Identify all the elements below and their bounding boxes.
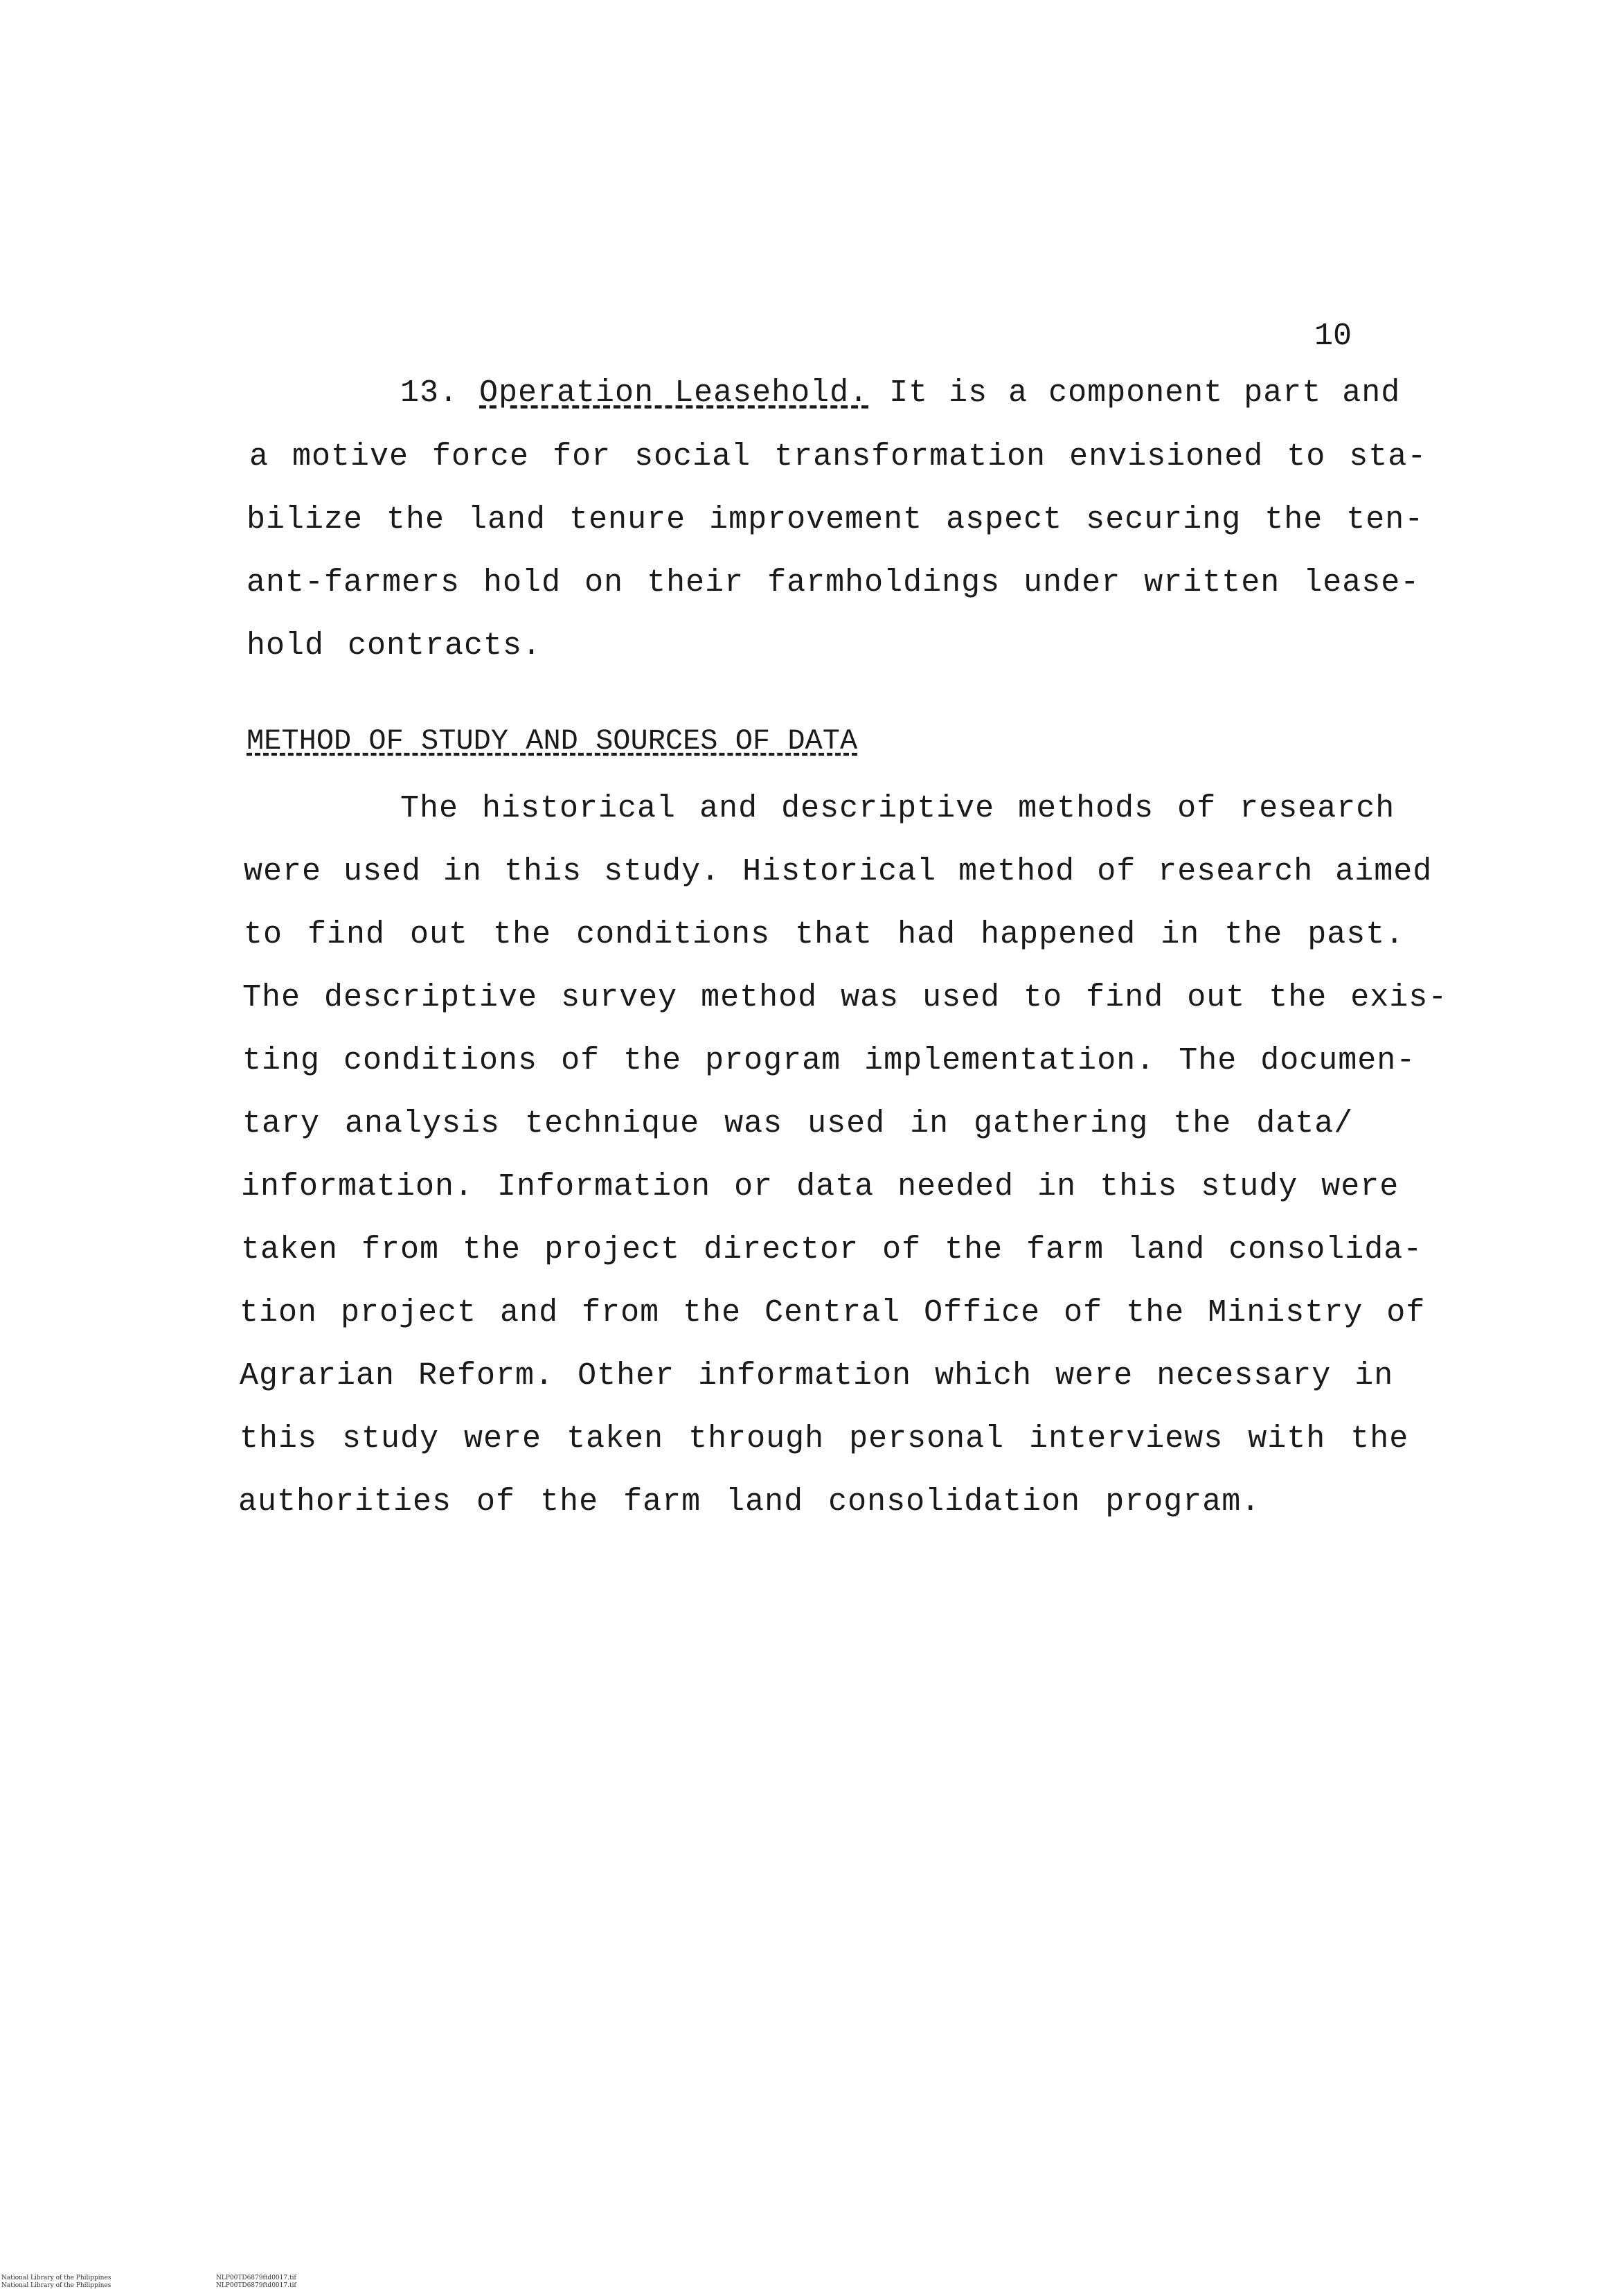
item-13-line: a motive force for social transformation envisioned to sta- xyxy=(249,439,1427,474)
item-13-line: hold contracts. xyxy=(247,628,542,664)
scan-footer xyxy=(1,2275,296,2290)
paragraph-line: tion project and from the Central Office of the Ministry of xyxy=(240,1295,1426,1331)
footer-library: National Library of the Philippines xyxy=(1,2282,111,2289)
paragraph-line: Agrarian Reform. Other information which were necessary in xyxy=(240,1358,1394,1394)
paragraph-line: were used in this study. Historical method of research aimed xyxy=(244,854,1433,889)
paragraph-line: this study were taken through personal interviews with the xyxy=(240,1421,1409,1457)
section-heading: METHOD OF STUDY AND SOURCES OF DATA xyxy=(247,724,858,758)
page-number: 10 xyxy=(1314,319,1352,354)
footer-filename: NLP00TD6879ftd0017.tif xyxy=(216,2282,296,2289)
paragraph-line: authorities of the farm land consolidation program. xyxy=(238,1484,1261,1520)
footer-line xyxy=(1,2275,296,2282)
footer-filename: NLP00TD6879ftd0017.tif xyxy=(216,2275,296,2281)
item-13-number: 13. xyxy=(400,375,459,411)
paragraph-line: to find out the conditions that had happened in the past. xyxy=(244,917,1405,952)
item-13-first-line-text: It is a component part and xyxy=(889,375,1401,411)
paragraph-line: tary analysis technique was used in gathering the data/ xyxy=(242,1106,1354,1141)
item-13-title: Operation Leasehold. xyxy=(479,375,869,411)
footer-line xyxy=(1,2282,296,2290)
paragraph-line: information. Information or data needed in this study were xyxy=(241,1169,1399,1204)
item-13-line: bilize the land tenure improvement aspect securing the ten- xyxy=(247,502,1424,537)
paragraph-line: ting conditions of the program implementation. The documen- xyxy=(242,1043,1416,1078)
item-13-line: ant-farmers hold on their farmholdings under written lease- xyxy=(247,565,1420,600)
paragraph-line: The historical and descriptive methods of research xyxy=(400,791,1395,826)
paragraph-line: taken from the project director of the farm land consolida- xyxy=(241,1232,1423,1267)
item-13-first-line xyxy=(400,374,1400,413)
footer-library: National Library of the Philippines xyxy=(1,2275,111,2281)
paragraph-line: The descriptive survey method was used to find out the exis- xyxy=(242,980,1448,1015)
